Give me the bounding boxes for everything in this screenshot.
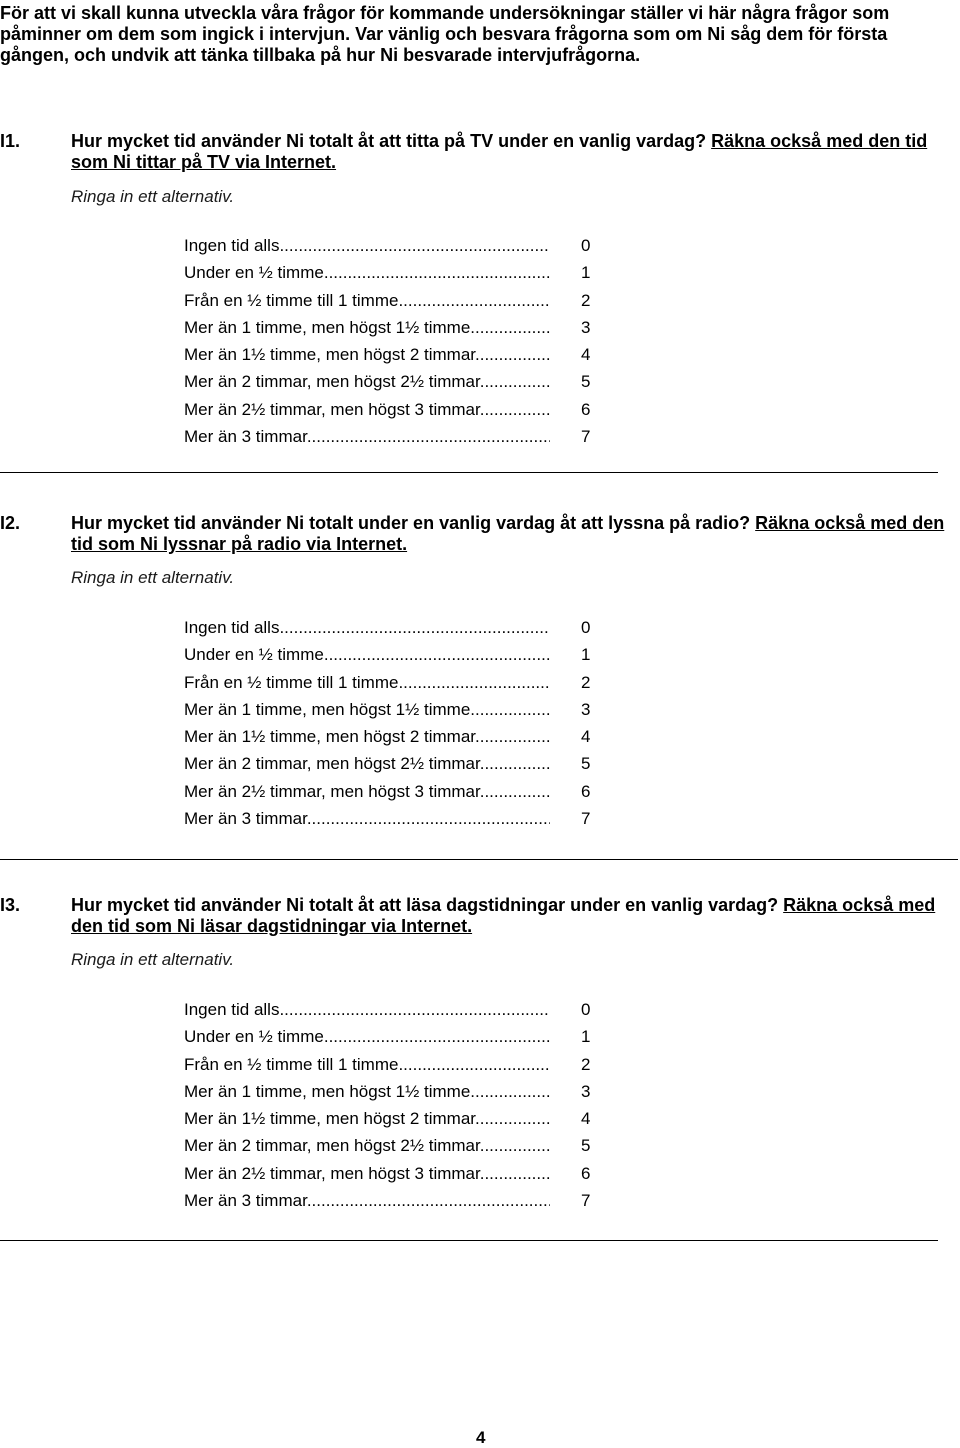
option-code[interactable]: 3 bbox=[581, 699, 591, 719]
option-row[interactable] bbox=[184, 1105, 604, 1132]
option-code[interactable]: 0 bbox=[581, 236, 591, 255]
section-divider bbox=[0, 859, 958, 860]
option-code[interactable]: 1 bbox=[581, 645, 591, 665]
option-label: Under en ½ timme ..... bbox=[184, 641, 550, 668]
option-code[interactable]: 0 bbox=[581, 618, 591, 637]
option-code[interactable]: 7 bbox=[581, 809, 591, 829]
option-row[interactable] bbox=[184, 750, 604, 777]
question-i1 bbox=[0, 131, 960, 447]
option-code[interactable]: 7 bbox=[581, 427, 591, 447]
question-text bbox=[71, 513, 960, 555]
option-code[interactable]: 2 bbox=[581, 672, 591, 692]
option-label: Mer än 1 timme, men högst 1½ timme ..... bbox=[184, 1078, 550, 1105]
option-row[interactable] bbox=[184, 1051, 604, 1078]
option-code[interactable]: 2 bbox=[581, 290, 591, 310]
instruction: Ringa in ett alternativ. bbox=[71, 568, 235, 587]
option-code[interactable]: 0 bbox=[581, 1000, 591, 1019]
option-label: Mer än 2 timmar, men högst 2½ timmar ..... bbox=[184, 368, 550, 395]
option-code[interactable]: 7 bbox=[581, 1191, 591, 1211]
instruction: Ringa in ett alternativ. bbox=[71, 187, 235, 206]
option-row[interactable] bbox=[184, 396, 604, 423]
option-code[interactable]: 4 bbox=[581, 345, 591, 365]
option-label: Mer än 2 timmar, men högst 2½ timmar ..... bbox=[184, 750, 550, 777]
option-code[interactable]: 6 bbox=[581, 1163, 591, 1183]
question-text bbox=[71, 131, 960, 173]
option-label: Mer än 1 timme, men högst 1½ timme ..... bbox=[184, 314, 550, 341]
question-header bbox=[0, 895, 960, 937]
option-code[interactable]: 6 bbox=[581, 399, 591, 419]
instruction: Ringa in ett alternativ. bbox=[71, 950, 235, 969]
options-list bbox=[184, 614, 604, 832]
option-label: Mer än 2½ timmar, men högst 3 timmar ..... bbox=[184, 1160, 550, 1187]
section-divider bbox=[0, 472, 938, 473]
question-number: I1. bbox=[0, 131, 21, 151]
option-label: Mer än 3 timmar ..... bbox=[184, 805, 550, 832]
question-i3 bbox=[0, 895, 960, 1211]
option-label: Under en ½ timme ..... bbox=[184, 1023, 550, 1050]
option-code[interactable]: 4 bbox=[581, 727, 591, 747]
option-code[interactable]: 1 bbox=[581, 1027, 591, 1047]
option-code[interactable]: 5 bbox=[581, 372, 591, 392]
option-label: Under en ½ timme ..... bbox=[184, 259, 550, 286]
page-number: 4 bbox=[476, 1428, 486, 1447]
option-row[interactable] bbox=[184, 1023, 604, 1050]
option-code[interactable]: 5 bbox=[581, 754, 591, 774]
question-text bbox=[71, 895, 960, 937]
option-row[interactable] bbox=[184, 259, 604, 286]
option-label: Mer än 1½ timme, men högst 2 timmar ..... bbox=[184, 723, 550, 750]
option-row[interactable] bbox=[184, 423, 604, 450]
question-i2 bbox=[0, 513, 960, 829]
option-code[interactable]: 3 bbox=[581, 1081, 591, 1101]
option-row[interactable] bbox=[184, 696, 604, 723]
question-text-underlined: Räkna också med den tid som Ni tittar på TV via Internet. bbox=[71, 131, 928, 172]
option-row[interactable] bbox=[184, 1187, 604, 1214]
intro-text: För att vi skall kunna utveckla våra frågor för kommande undersökningar ställer vi här några frågor som påminner om dem som ingick i intervjun. Var vänlig och besvara frågorna som om Ni såg dem för första gången, och undvik att tänka tillbaka på hur Ni besvarade intervjufrågorna. bbox=[0, 3, 890, 65]
option-label: Mer än 2½ timmar, men högst 3 timmar ..... bbox=[184, 396, 550, 423]
option-label: Ingen tid alls ..... bbox=[184, 232, 550, 259]
question-header bbox=[0, 131, 960, 173]
option-label: Mer än 1 timme, men högst 1½ timme ..... bbox=[184, 696, 550, 723]
question-header bbox=[0, 513, 960, 555]
question-text-underlined: Räkna också med den tid som Ni lyssnar på radio via Internet. bbox=[71, 513, 945, 554]
option-row[interactable] bbox=[184, 614, 604, 641]
option-code[interactable]: 5 bbox=[581, 1136, 591, 1156]
option-row[interactable] bbox=[184, 341, 604, 368]
option-label: Mer än 1½ timme, men högst 2 timmar ..... bbox=[184, 341, 550, 368]
option-row[interactable] bbox=[184, 232, 604, 259]
question-text-underlined: Räkna också med den tid som Ni läsar dagstidningar via Internet. bbox=[71, 895, 936, 936]
option-label: Mer än 1½ timme, men högst 2 timmar ..... bbox=[184, 1105, 550, 1132]
option-label: Mer än 3 timmar ..... bbox=[184, 423, 550, 450]
option-label: Från en ½ timme till 1 timme ..... bbox=[184, 1051, 550, 1078]
question-number: I2. bbox=[0, 513, 21, 533]
option-row[interactable] bbox=[184, 1160, 604, 1187]
question-number: I3. bbox=[0, 895, 21, 915]
section-divider bbox=[0, 1240, 938, 1241]
option-row[interactable] bbox=[184, 287, 604, 314]
option-row[interactable] bbox=[184, 1078, 604, 1105]
options-list bbox=[184, 996, 604, 1214]
option-code[interactable]: 1 bbox=[581, 263, 591, 283]
option-row[interactable] bbox=[184, 723, 604, 750]
option-label: Från en ½ timme till 1 timme ..... bbox=[184, 287, 550, 314]
option-code[interactable]: 3 bbox=[581, 317, 591, 337]
option-row[interactable] bbox=[184, 314, 604, 341]
question-text-main: Hur mycket tid använder Ni totalt åt att läsa dagstidningar under en vanlig vardag? bbox=[71, 895, 784, 915]
question-text-main: Hur mycket tid använder Ni totalt åt att titta på TV under en vanlig vardag? bbox=[71, 131, 712, 151]
option-code[interactable]: 6 bbox=[581, 781, 591, 801]
option-row[interactable] bbox=[184, 805, 604, 832]
option-code[interactable]: 4 bbox=[581, 1109, 591, 1129]
option-label: Mer än 3 timmar ..... bbox=[184, 1187, 550, 1214]
option-label: Mer än 2½ timmar, men högst 3 timmar ..... bbox=[184, 778, 550, 805]
option-label: Ingen tid alls ..... bbox=[184, 614, 550, 641]
option-row[interactable] bbox=[184, 368, 604, 395]
options-list bbox=[184, 232, 604, 450]
option-label: Från en ½ timme till 1 timme ..... bbox=[184, 669, 550, 696]
question-text-main: Hur mycket tid använder Ni totalt under en vanlig vardag åt att lyssna på radio? bbox=[71, 513, 756, 533]
option-row[interactable] bbox=[184, 641, 604, 668]
option-row[interactable] bbox=[184, 996, 604, 1023]
option-row[interactable] bbox=[184, 669, 604, 696]
option-code[interactable]: 2 bbox=[581, 1054, 591, 1074]
option-row[interactable] bbox=[184, 778, 604, 805]
option-label: Ingen tid alls ..... bbox=[184, 996, 550, 1023]
option-row[interactable] bbox=[184, 1132, 604, 1159]
option-label: Mer än 2 timmar, men högst 2½ timmar ..... bbox=[184, 1132, 550, 1159]
